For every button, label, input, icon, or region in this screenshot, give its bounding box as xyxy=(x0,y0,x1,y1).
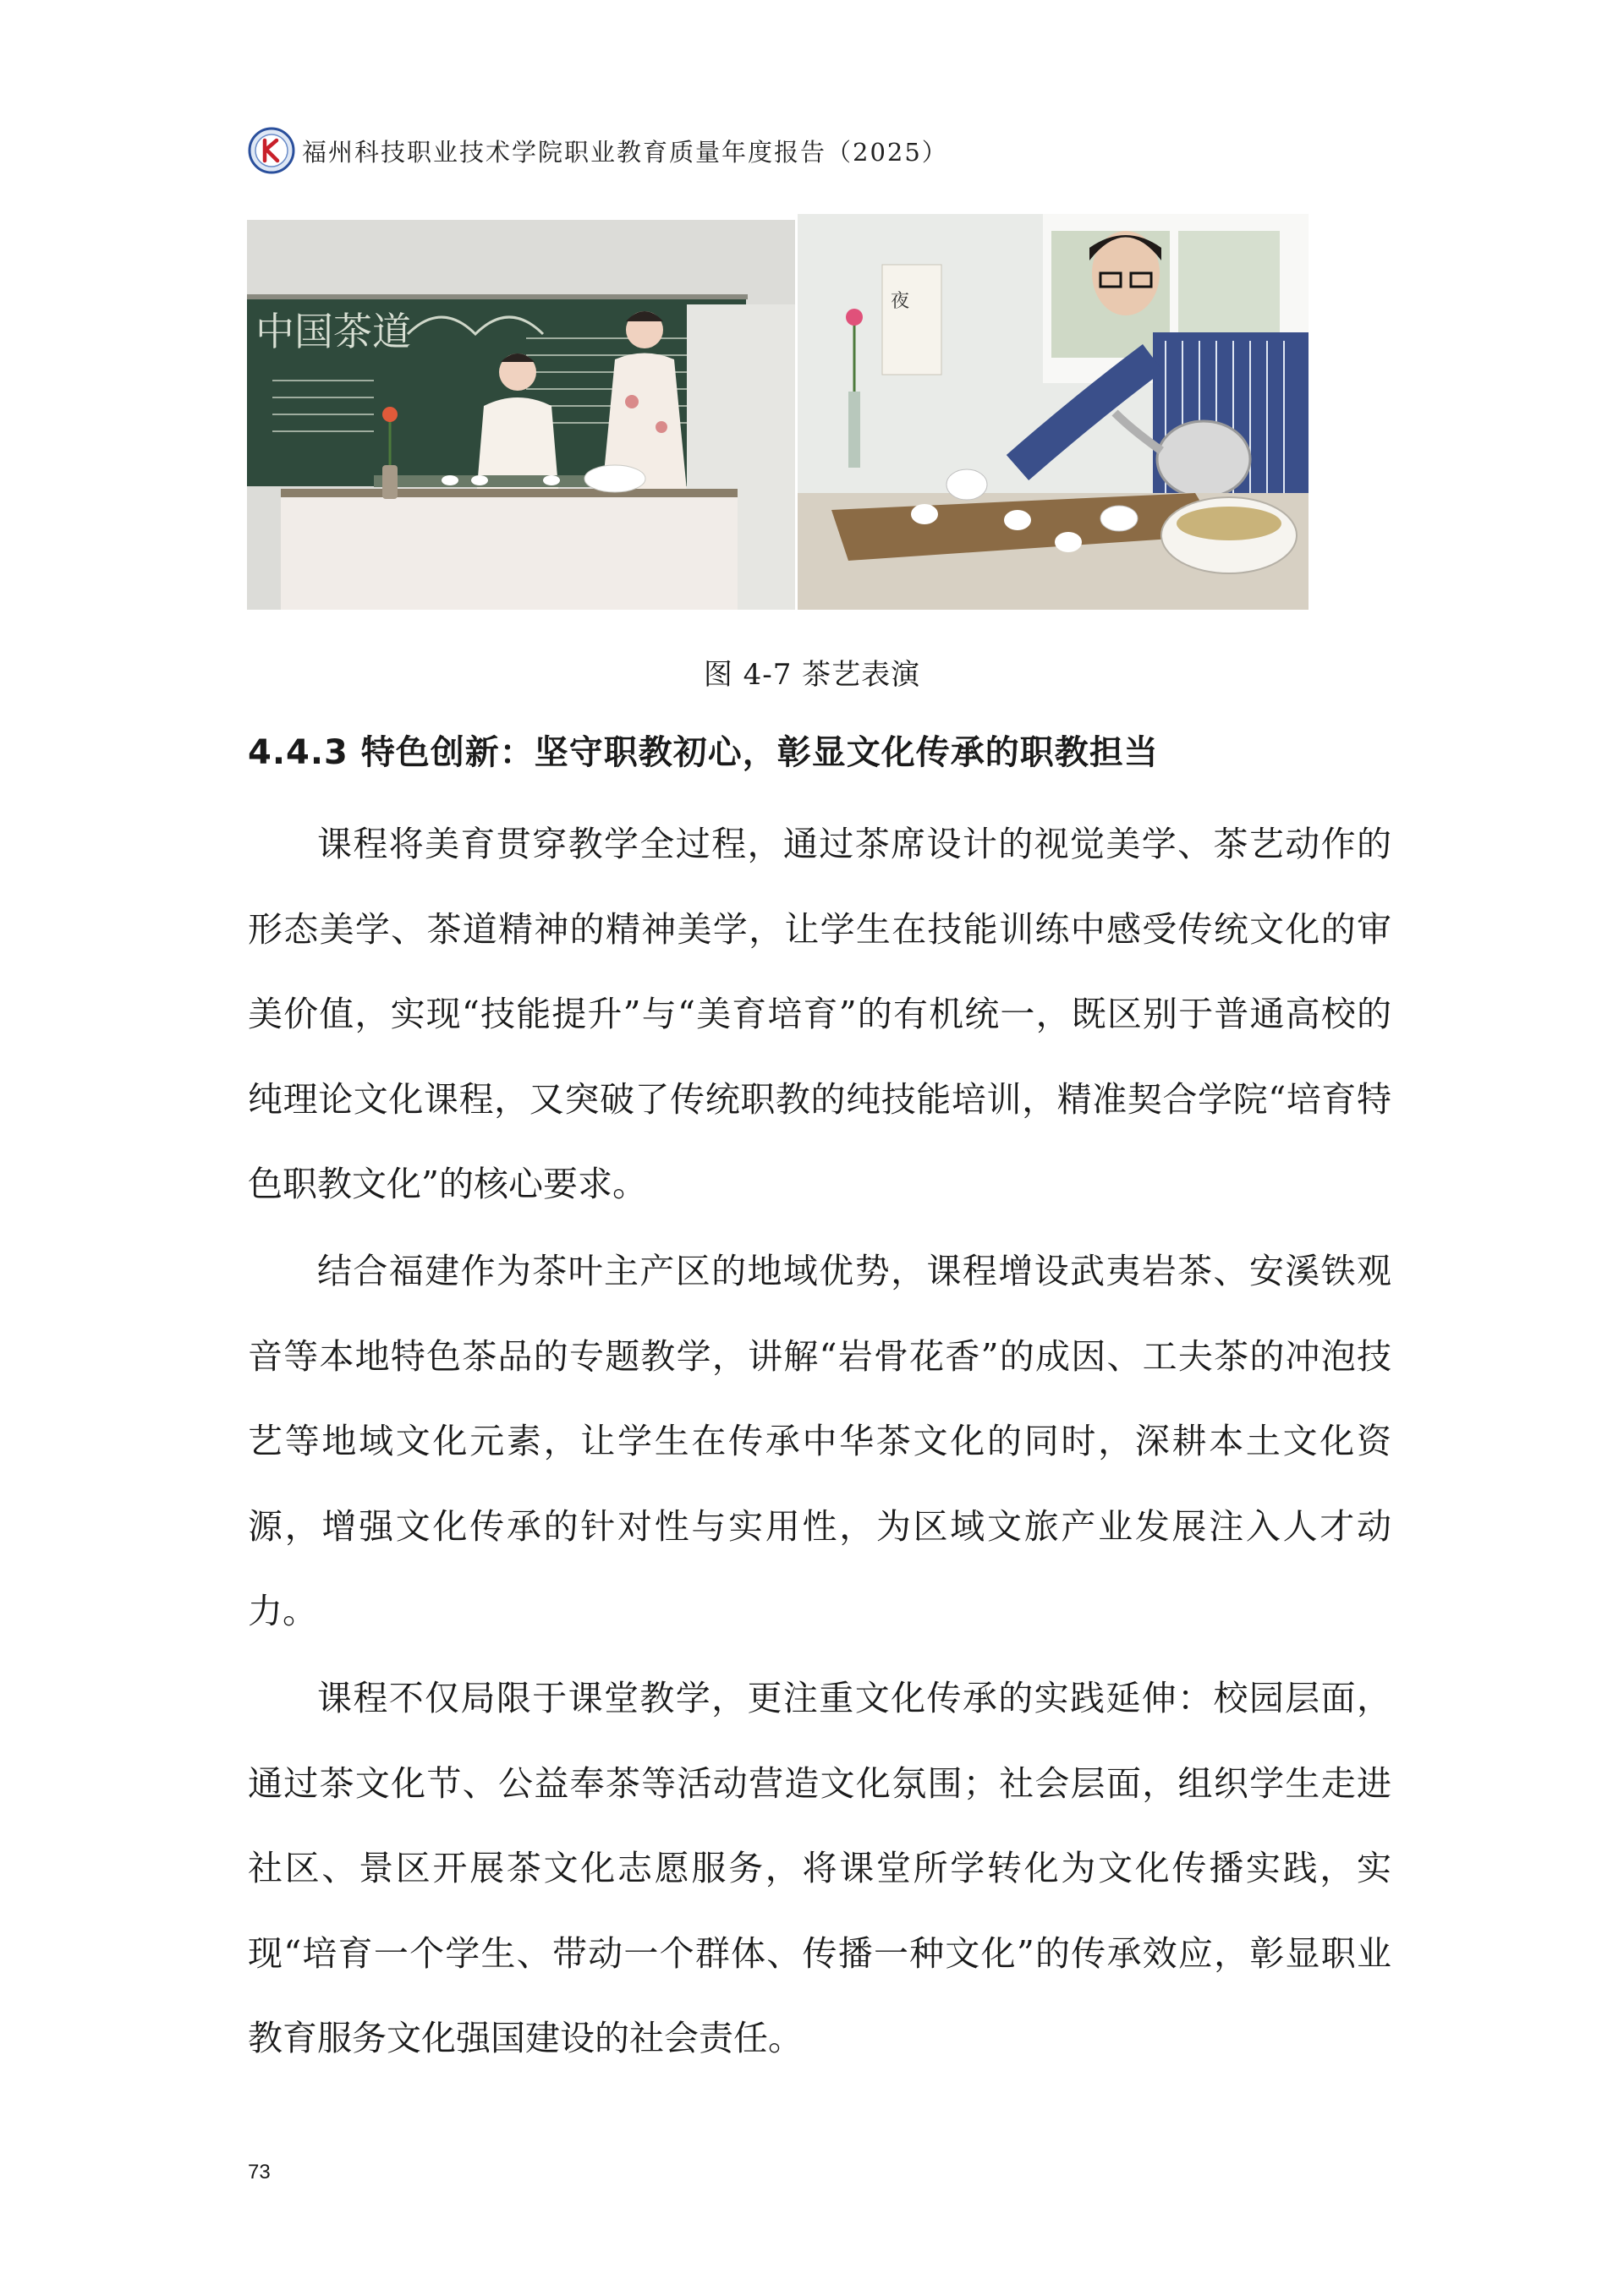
tea-performance-photo-right xyxy=(798,214,1309,610)
paragraph-1: 课程将美育贯穿教学全过程，通过茶席设计的视觉美学、茶艺动作的形态美学、茶道精神的精神美学，让学生在技能训练中感受传统文化的审美价值，实现“技能提升”与“美育培育”的有机统一，既区别于普通高校的纯理论文化课程，又突破了传统职教的纯技能培训，精准契合学院“培育特色职教文化”的核心要求。 xyxy=(248,824,1391,1204)
report-title: 福州科技职业技术学院职业教育质量年度报告（2025） xyxy=(302,137,948,167)
figure-photos xyxy=(247,214,1309,610)
paragraph-3: 课程不仅局限于课堂教学，更注重文化传承的实践延伸：校园层面，通过茶文化节、公益奉茶等活动营造文化氛围；社会层面，组织学生走进社区、景区开展茶文化志愿服务，将课堂所学转化为文化传播实践，实现“培育一个学生、带动一个群体、传播一种文化”的传承效应，彰显职业教育服务文化强国建设的社会责任。 xyxy=(248,1678,1391,2058)
paragraph-2: 结合福建作为茶叶主产区的地域优势，课程增设武夷岩茶、安溪铁观音等本地特色茶品的专题教学，讲解“岩骨花香”的成因、工夫茶的冲泡技艺等地域文化元素，让学生在传承中华茶文化的同时，深耕本土文化资源，增强文化传承的针对性与实用性，为区域文旅产业发展注入人才动力。 xyxy=(248,1251,1391,1631)
tea-performance-photo-left xyxy=(247,220,795,610)
figure-caption: 图 4-7 茶艺表演 xyxy=(703,658,921,692)
page-header xyxy=(248,125,948,176)
section-heading: 4.4.3 特色创新：坚守职教初心，彰显文化传承的职教担当 xyxy=(248,733,1159,772)
chalkboard-title: 中国茶道 xyxy=(255,309,411,354)
svg-text:夜: 夜 xyxy=(891,291,910,312)
page-number: 73 xyxy=(248,2161,271,2184)
college-logo xyxy=(248,127,295,174)
